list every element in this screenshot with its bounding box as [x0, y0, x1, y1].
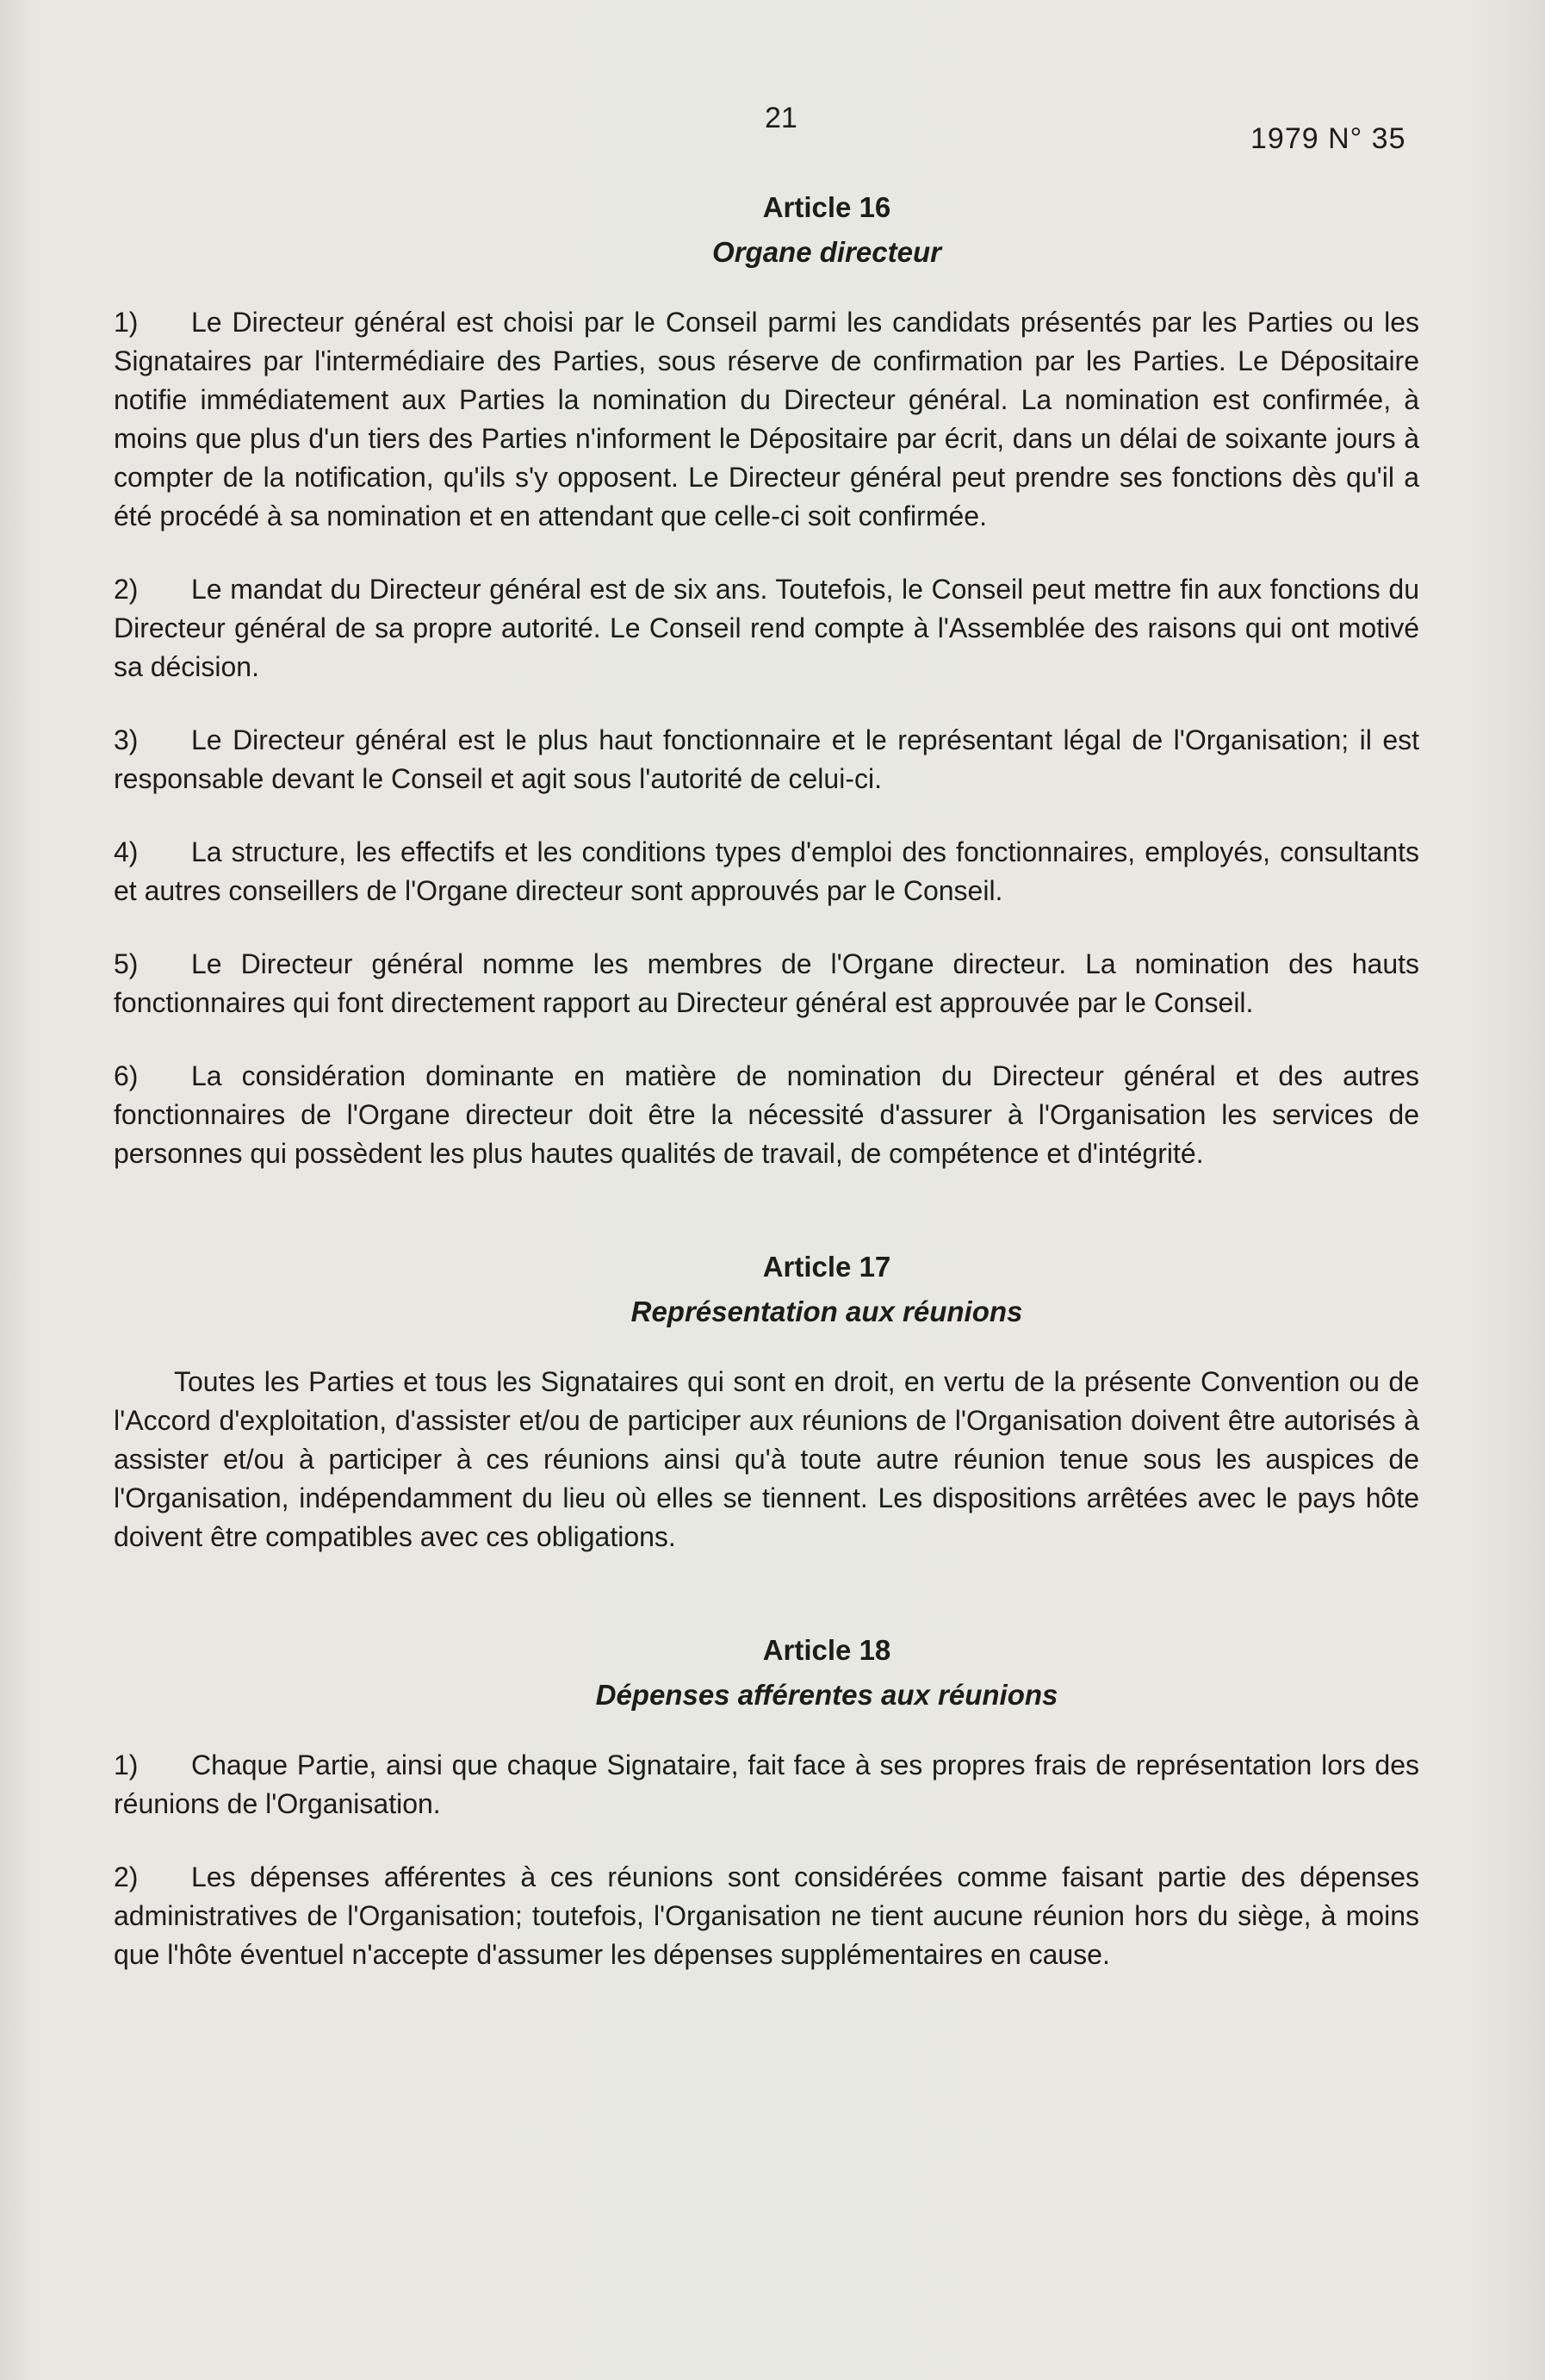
- paragraph-text: Le Directeur général est choisi par le Conseil parmi les candidats présentés par les Parties ou les Signataires par l'intermédiaire des Parties, sous réserve de confirmation par les Parties. Le Dépositaire notifie immédiatement aux Parties la nomination du Directeur général. La nomination est confirmée, à moins que plus d'un tiers des Parties n'informent le Dépositaire par écrit, dans un délai de soixante jours à compter de la notification, qu'ils s'y opposent. Le Directeur général peut prendre ses fonctions dès qu'il a été procédé à sa nomination et en attendant que celle-ci soit confirmée.: [114, 307, 1419, 531]
- paragraph-number: 1): [114, 1749, 139, 1780]
- paragraph: [114, 1746, 1419, 1824]
- paragraph-number: 2): [114, 1861, 139, 1892]
- paragraph: [114, 1858, 1419, 1974]
- paragraph-number: 3): [114, 724, 139, 755]
- paragraph: [114, 721, 1419, 799]
- paragraph-text: Le mandat du Directeur général est de six ans. Toutefois, le Conseil peut mettre fin aux fonctions du Directeur général de sa propre autorité. Le Conseil rend compte à l'Assemblée des raisons qui ont motivé sa décision.: [114, 574, 1419, 682]
- paragraph: [114, 833, 1419, 910]
- paragraph: [114, 945, 1419, 1022]
- paragraph-text: Toutes les Parties et tous les Signataires qui sont en droit, en vertu de la présente Convention ou de l'Accord d'exploitation, d'assister et/ou de participer aux réunions de l'Organisation doivent être autorisés à assister et/ou à participer à ces réunions ainsi qu'à toute autre réunion tenue sous les auspices de l'Organisation, indépendamment du lieu où elles se tiennent. Les dispositions arrêtées avec le pays hôte doivent être compatibles avec ces obligations.: [114, 1366, 1419, 1552]
- paragraph-number: 2): [114, 574, 139, 605]
- paragraph: [114, 303, 1419, 536]
- paragraph-number: 1): [114, 307, 139, 338]
- page-number: 21: [765, 102, 797, 134]
- paragraph: [114, 570, 1419, 687]
- paragraph-text: La considération dominante en matière de nomination du Directeur général et des autres fonctionnaires de l'Organe directeur doit être la nécessité d'assurer à l'Organisation les services de personnes qui possèdent les plus hautes qualités de travail, de compétence et d'intégrité.: [114, 1060, 1419, 1169]
- paragraph-text: La structure, les effectifs et les conditions types d'emploi des fonctionnaires, employés, consultants et autres conseillers de l'Organe directeur sont approuvés par le Conseil.: [114, 836, 1419, 906]
- article-title: Article 17: [762, 1251, 891, 1283]
- paragraph-text: Le Directeur général est le plus haut fonctionnaire et le représentant légal de l'Organisation; il est responsable devant le Conseil et agit sous l'autorité de celui-ci.: [114, 724, 1419, 794]
- paragraph: [114, 1363, 1419, 1557]
- paragraph-text: Les dépenses afférentes à ces réunions sont considérées comme faisant partie des dépenses administratives de l'Organisation; toutefois, l'Organisation ne tient aucune réunion hors du siège, à moins que l'hôte éventuel n'accepte d'assumer les dépenses supplémentaires en cause.: [114, 1861, 1419, 1970]
- paragraph-text: Le Directeur général nomme les membres de l'Organe directeur. La nomination des hauts fonctionnaires qui font directement rapport au Directeur général est approuvée par le Conseil.: [114, 948, 1419, 1018]
- article-subtitle: Dépenses afférentes aux réunions: [595, 1679, 1058, 1711]
- article-spacer: [114, 1591, 1419, 1634]
- paragraph: [114, 1057, 1419, 1173]
- paragraph-number: 6): [114, 1060, 139, 1091]
- article-17: [114, 1251, 1419, 1557]
- page-header: [0, 102, 1545, 153]
- article-16: [114, 191, 1419, 1173]
- article-18: [114, 1634, 1419, 1974]
- article-spacer: [114, 1208, 1419, 1251]
- paragraph-text: Chaque Partie, ainsi que chaque Signataire, fait face à ses propres frais de représentation lors des réunions de l'Organisation.: [114, 1749, 1419, 1819]
- document-body: [114, 191, 1419, 2009]
- article-title: Article 18: [762, 1634, 891, 1666]
- document-reference: 1979 N° 35: [1250, 122, 1406, 155]
- article-subtitle: Organe directeur: [712, 236, 941, 268]
- paragraph-number: 4): [114, 836, 139, 867]
- article-title: Article 16: [762, 191, 891, 223]
- article-subtitle: Représentation aux réunions: [630, 1296, 1023, 1327]
- paragraph-number: 5): [114, 948, 139, 979]
